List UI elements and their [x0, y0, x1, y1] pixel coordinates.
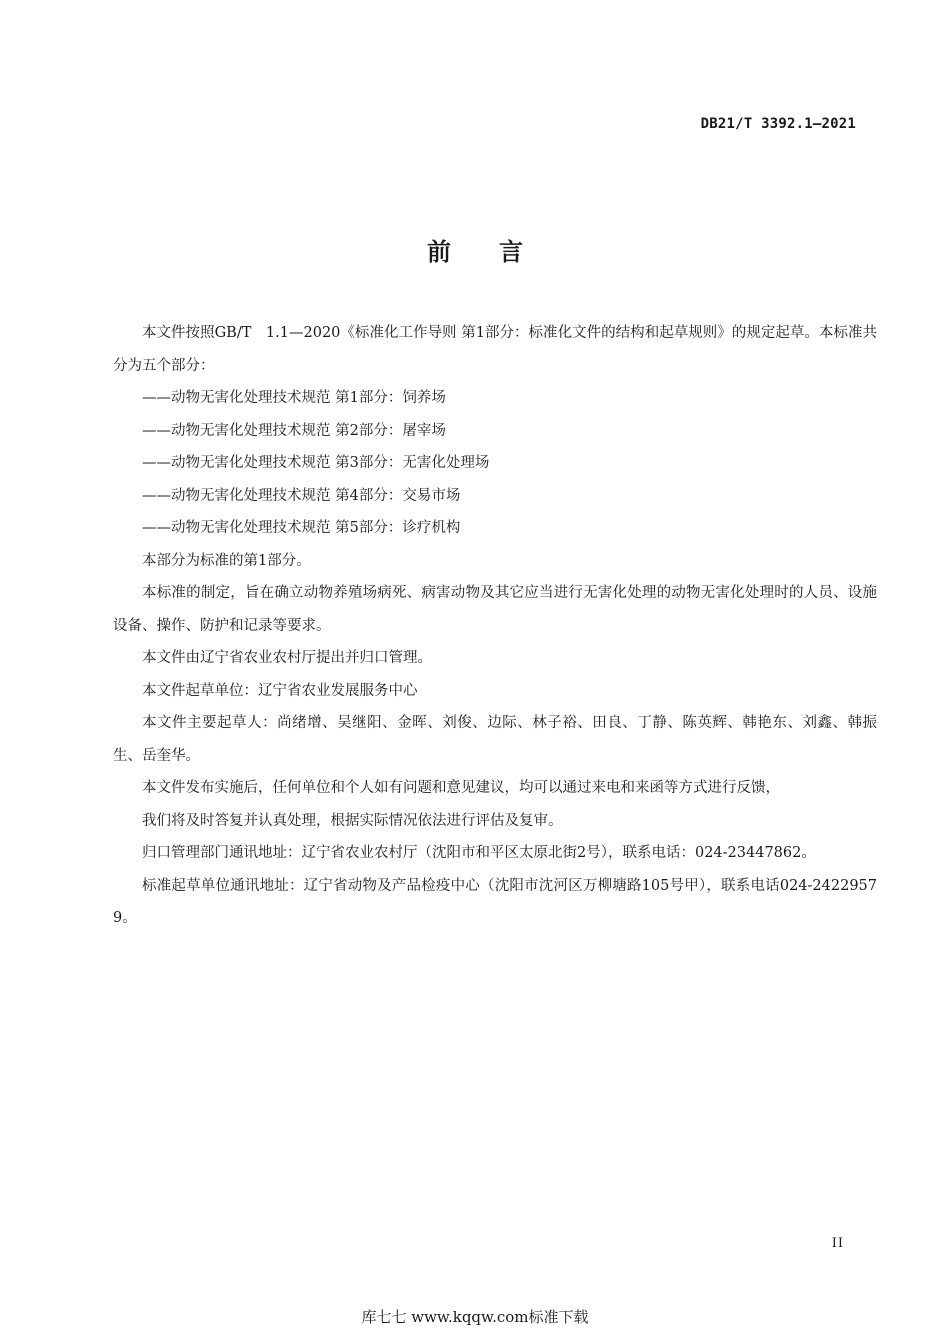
- paragraph: 本文件按照GB/T 1.1—2020《标准化工作导则 第1部分：标准化文件的结构和起草规则》的规定起草。本标准共分为五个部分：: [113, 325, 877, 374]
- paragraph: 本文件起草单位：辽宁省农业发展服务中心: [142, 682, 418, 699]
- page-number: II: [831, 1236, 844, 1251]
- paragraph: 标准起草单位通讯地址：辽宁省动物及产品检疫中心（沈阳市沈河区万柳塘路105号甲），联系电话024-24229579。: [113, 877, 877, 926]
- list-item-part-1: ——动物无害化处理技术规范 第1部分：饲养场: [142, 390, 446, 406]
- foreword-body: [113, 317, 877, 935]
- paragraph: 本标准的制定，旨在确立动物养殖场病死、病害动物及其它应当进行无害化处理的动物无害化处理时的人员、设施设备、操作、防护和记录等要求。: [113, 585, 877, 634]
- paragraph: 我们将及时答复并认真处理，根据实际情况依法进行评估及复审。: [142, 812, 563, 829]
- paragraph: 本文件发布实施后，任何单位和个人如有问题和意见建议，均可以通过来电和来函等方式进行反馈，: [142, 780, 780, 796]
- paragraph: 归口管理部门通讯地址：辽宁省农业农村厅（沈阳市和平区太原北街2号），联系电话：024-23447862。: [142, 845, 816, 861]
- paragraph: 本文件主要起草人：尚绪增、吴继阳、金晖、刘俊、边际、林子裕、田良、丁静、陈英辉、韩艳东、刘鑫、韩振生、岳奎华。: [113, 715, 877, 764]
- list-item-part-2: ——动物无害化处理技术规范 第2部分：屠宰场: [142, 422, 446, 439]
- footer-watermark: 库七七 www.kqqw.com标准下载: [361, 1308, 589, 1326]
- list-item-part-5: ——动物无害化处理技术规范 第5部分：诊疗机构: [142, 520, 461, 536]
- paragraph: 本文件由辽宁省农业农村厅提出并归口管理。: [142, 650, 432, 666]
- title-char-2: 言: [499, 238, 523, 266]
- title-char-1: 前: [427, 238, 451, 266]
- document-code: DB21/T 3392.1—2021: [700, 116, 856, 132]
- list-item-part-3: ——动物无害化处理技术规范 第3部分：无害化处理场: [142, 455, 490, 471]
- list-item-part-4: ——动物无害化处理技术规范 第4部分：交易市场: [142, 487, 461, 504]
- paragraph: 本部分为标准的第1部分。: [142, 552, 311, 569]
- page-title: [0, 232, 950, 267]
